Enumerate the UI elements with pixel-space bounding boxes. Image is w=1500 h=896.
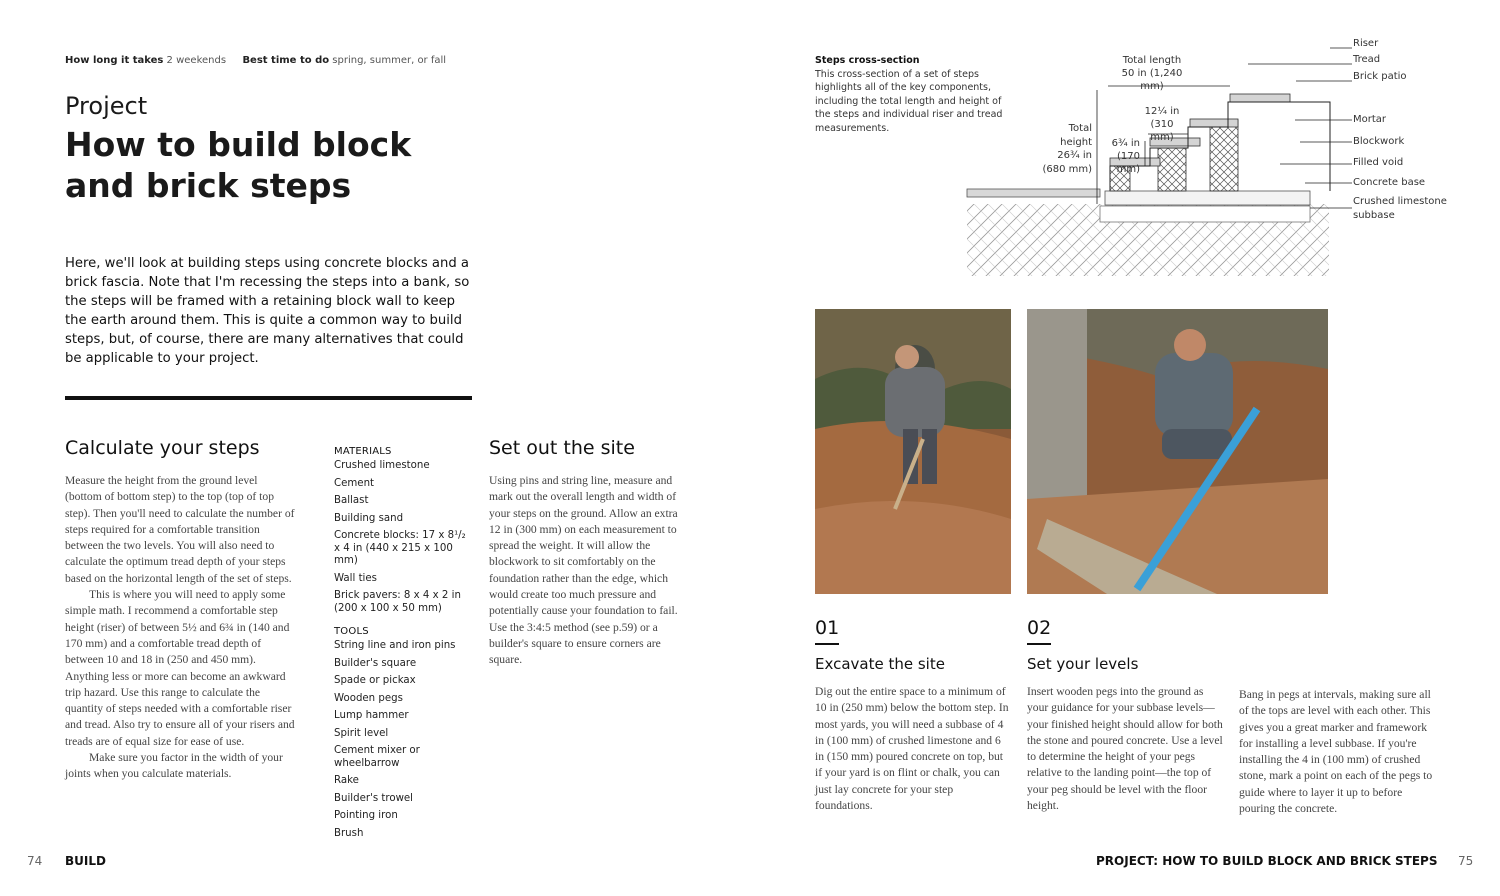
diagram-caption-body: This cross-section of a set of steps highlights all of the key components, including the total length and height of the steps and individual riser and tread measurements. [815,68,1003,134]
label-blockwork: Blockwork [1353,136,1405,147]
step-underline [815,643,839,645]
riser-mm: (170 mm) [1116,151,1140,175]
material-item: Brick pavers: 8 x 4 x 2 in (200 x 100 x 50 mm) [334,590,461,614]
material-item: Ballast [334,495,369,506]
label-riser: Riser [1353,38,1379,49]
kicker: Project [65,92,148,120]
step-title: Excavate the site [815,655,945,673]
blockwork [1210,120,1238,191]
right-page-number: 75 [1458,854,1474,868]
total-length-label [1112,54,1192,93]
tread-mm: (310 mm) [1150,119,1174,143]
total-height-label [1042,122,1092,176]
label-brick-patio: Brick patio [1353,71,1407,82]
time-label: How long it takes [65,55,164,66]
step-title: Set your levels [1027,655,1139,673]
material-item: Concrete blocks: 17 x 8¹/₂ x 4 in (440 x 215 x 100 mm) [334,530,466,566]
photo-setting-levels [1027,309,1328,594]
calculate-paragraph-3: Make sure you factor in the width of your joints when you calculate materials. [65,751,283,781]
step-01 [815,617,1011,814]
diagram-caption-title: Steps cross-section [815,55,920,66]
label-filled-void: Filled void [1353,157,1404,168]
step-number: 01 [815,617,840,639]
tread-dimension-label [1140,105,1184,144]
total-height-line: height [1060,136,1092,148]
setout-section [489,437,684,669]
step-number: 02 [1027,617,1052,639]
label-concrete-base: Concrete base [1353,177,1426,188]
materials-list [334,460,474,615]
label-crushed-limestone: Crushed limestone [1353,196,1447,207]
title-line-1: How to build block [65,125,412,164]
tread-inch: 12¼ in [1144,106,1180,117]
tool-item: Lump hammer [334,710,409,721]
right-running-head: PROJECT: HOW TO BUILD BLOCK AND BRICK STEPS [1096,854,1438,868]
step-underline [1027,643,1051,645]
tool-item: Spirit level [334,727,389,739]
riser-inch: 6¾ in [1111,138,1140,149]
step-body: Insert wooden pegs into the ground as your guidance for your subbase levels—your finished height should allow for both the stone and poured concrete. Use a level to determine the height of your pegs relative to the landing point—the top of your peg should be level with the floor height. [1027,685,1223,813]
material-item: Cement [334,477,375,489]
calculate-body [65,473,295,783]
tools-heading: TOOLS [334,626,369,637]
step-body: Dig out the entire space to a minimum of 10 in (250 mm) below the bottom step. In most yards, you will need a subbase of 4 in (100 mm) of crushed limestone and 6 in (150 mm) poured concrete on top, but if your yard is on flint or chalk, you can just lay concrete for your step foundations. [815,685,1009,813]
blockwork [1158,148,1186,191]
label-tread: Tread [1353,54,1381,65]
setout-heading: Set out the site [489,437,635,459]
tools-list [334,640,474,840]
concrete-base [1105,191,1310,205]
title-line-2: and brick steps [65,166,352,205]
materials-heading: MATERIALS [334,446,392,457]
left-page-number: 74 [27,854,43,868]
tool-item: Cement mixer or wheelbarrow [334,745,420,769]
material-item: Wall ties [334,572,377,584]
intro-paragraph: Here, we'll look at building steps using concrete blocks and a brick fascia. Note that I'm recessing the steps into a bank, so the steps will be framed with a retaining block wall to keep the earth around them. This is quite a common way to build steps, but, of course, there are many alternatives that could be applicable to your project. [65,256,470,366]
time-value: 2 weekends [166,55,227,66]
calculate-paragraph-1: Measure the height from the ground level (bottom of bottom step) to the top (top of top step). Then you'll need to calculate the number of steps required for a comfortable transition between the two levels. You will also need to calculate the optimum tread depth of your steps based on the horizontal length of the set of steps. [65,474,295,585]
material-item: Crushed limestone [334,460,430,471]
tool-item: Brush [334,827,364,839]
step-02-continued: Bang in pegs at intervals, making sure all of the tops are level with each other. This gives you a great marker and framework for installing a level subbase. If you're installing the 4 in (100 mm) of crushed stone, mark a point on each of the pegs to guide where to layer it up to before pouring the concrete. [1239,688,1433,816]
setout-body: Using pins and string line, measure and mark out the overall length and width of your steps on the ground. Allow an extra 12 in (300 mm) on each measurement to spread the weight. It will allow the blockwork to sit comfortably on the foundation rather than the edge, which would create too much pressure and potentially cause your foundation to fail. Use the 3:4:5 method (see p.59) or a builder's square to ensure corners are square. [489,474,678,667]
step-02 [1027,617,1223,814]
left-running-head: BUILD [65,854,106,868]
calculate-section [65,437,295,783]
project-meta [65,55,446,66]
subbase-layer [1100,206,1310,222]
photo-excavating [815,309,1011,594]
total-height-line: 26¾ in [1057,150,1092,161]
tool-item: Spade or pickax [334,675,416,686]
materials-tools-list [334,446,474,845]
total-length-title: Total length [1122,55,1182,66]
left-paving [967,189,1100,197]
tool-item: String line and iron pins [334,640,456,651]
total-length-value: 50 in (1,240 mm) [1121,68,1183,92]
riser-dimension-label [1098,137,1140,176]
tool-item: Builder's trowel [334,792,413,804]
label-mortar: Mortar [1353,114,1387,125]
total-height-line: Total [1068,123,1092,134]
tool-item: Builder's square [334,657,417,669]
total-height-line: (680 mm) [1042,163,1092,175]
label-subbase: subbase [1353,210,1395,221]
season-label: Best time to do [242,55,330,66]
page-title [65,124,485,206]
season-value: spring, summer, or fall [332,55,447,66]
calculate-paragraph-2: This is where you will need to apply some simple math. I recommend a comfortable step height (riser) of between 5½ and 6¾ in (140 and 170 mm) and a comfortable tread depth of between 10 and 18 in (250 and 450 mm). Anything less or more can become an awkward trip hazard. Use this range to calculate the quantity of steps needed with a comfortable riser and tread. Also try to ensure all of your risers and treads are of equal size for ease of use. [65,588,295,748]
tool-item: Wooden pegs [334,692,403,704]
section-divider [65,396,472,400]
tool-item: Pointing iron [334,810,398,821]
material-item: Building sand [334,512,404,524]
tool-item: Rake [334,775,359,786]
calculate-heading: Calculate your steps [65,437,260,459]
